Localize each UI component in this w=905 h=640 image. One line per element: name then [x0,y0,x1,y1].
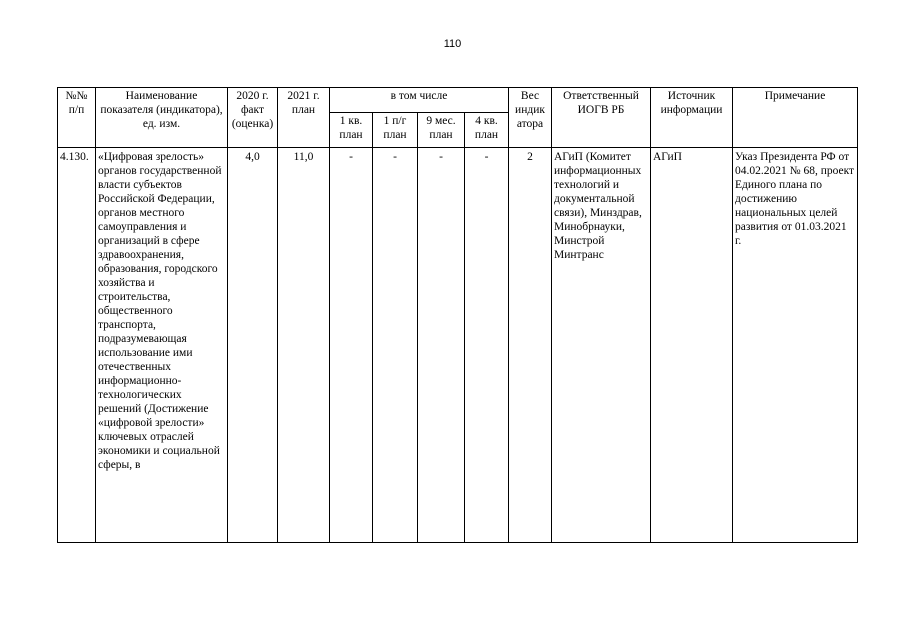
cell-q4: - [465,148,509,543]
header-weight: Вес индик атора [509,88,552,148]
cell-q1: - [330,148,373,543]
cell-num: 4.130. [58,148,96,543]
header-source: Источник информации [651,88,733,148]
page-number: 110 [443,38,462,50]
indicators-table [57,87,858,543]
header-responsible: Ответственный ИОГВ РБ [552,88,651,148]
cell-responsible: АГиП (Комитет информационных технологий и документальной связи), Минздрав, Минобрнауки, Минстрой Минтранс [552,148,651,543]
header-note: Примечание [733,88,858,148]
header-9m: 9 мес. план [418,113,465,148]
header-including: в том числе [330,88,509,113]
header-num: №№ п/п [58,88,96,148]
cell-note: Указ Президента РФ от 04.02.2021 № 68, проект Единого плана по достижению национальных целей развития от 01.03.2021 г. [733,148,858,543]
cell-h1: - [373,148,418,543]
table-header [58,88,858,148]
header-fact-2020: 2020 г. факт (оценка) [228,88,278,148]
header-q4: 4 кв. план [465,113,509,148]
header-h1: 1 п/г план [373,113,418,148]
header-q1: 1 кв. план [330,113,373,148]
cell-plan-2021: 11,0 [278,148,330,543]
header-plan-2021: 2021 г. план [278,88,330,148]
cell-9m: - [418,148,465,543]
cell-weight: 2 [509,148,552,543]
cell-source: АГиП [651,148,733,543]
cell-name: «Цифровая зрелость» органов государственной власти субъектов Российской Федерации, органов местного самоуправления и организаций в сфере здравоохранения, образования, городского хозяйства и строительства, общественного транспорта, подразумевающая использование ими отечественных информационно-технологических решений (Достижение «цифровой зрелости» ключевых отраслей экономики и социальной сферы, в [96,148,228,543]
cell-fact-2020: 4,0 [228,148,278,543]
table-row [58,148,858,543]
header-name: Наименование показателя (индикатора), ед. изм. [96,88,228,148]
